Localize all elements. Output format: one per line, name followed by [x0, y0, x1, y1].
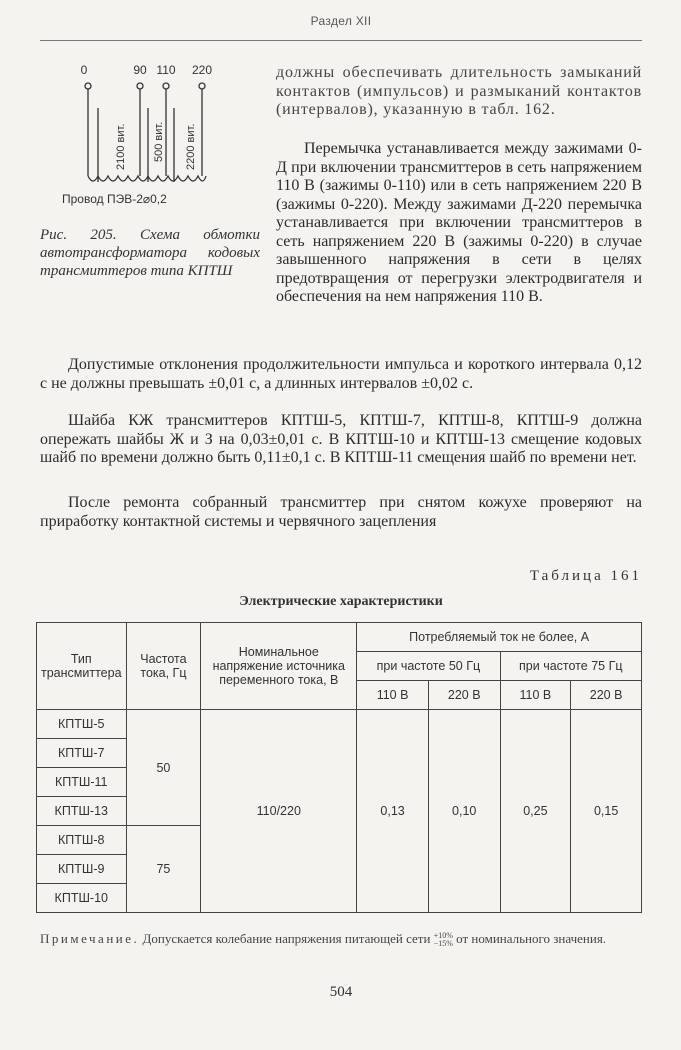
table-note — [40, 930, 642, 948]
current-cell: 0,10 — [428, 710, 500, 913]
turns-label-2200: 2200 вит. — [185, 123, 197, 170]
current-cell: 0,13 — [357, 710, 429, 913]
header-75hz-110v: 110 В — [500, 681, 571, 710]
paragraph-continued: должны обеспечивать длительность замыканий контактов (импульсов) и размыканий контактов (интервалов), указанную в табл. 162. — [276, 64, 642, 118]
paragraph-jumper-text: Перемычка устанавливается между зажимами 0-Д при включении трансмиттеров в сеть напряжением 110 В (зажимы 0-110) или в сеть напряжением 220 В (зажимы 0-220). Между зажимами Д-220 перемычка устанавливается при включении трансмиттеров в сеть напряжением 220 В (зажимы 0-220) в случае завышенного напряжения в сети в целях предотвращения от перегрузки электродвигателя и обеспечения на нем напряжения 110 В. — [276, 140, 642, 305]
header-current: Потребляемый ток не более, А — [357, 623, 642, 652]
tap-label-110: 110 — [156, 63, 176, 77]
table-title: Электрические характеристики — [239, 594, 443, 609]
figure-caption: Рис. 205. Схема обмотки автотрансформатора кодовых трансмиттеров типа КПТШ — [40, 227, 260, 279]
note-text: Допускается колебание напряжения питающей сети — [142, 931, 431, 946]
paragraph-after-repair: После ремонта собранный трансмиттер при снятом кожухе проверяют на приработку контактной системы и червячного зацепления — [40, 494, 642, 530]
header-rule — [40, 40, 642, 41]
header-75hz-220v: 220 В — [571, 681, 642, 710]
tap-label-90: 90 — [133, 63, 147, 77]
header-50hz-110v: 110 В — [357, 681, 429, 710]
paragraph-deviations: Допустимые отклонения продолжительности импульса и короткого интервала 0,12 с не должны превышать ±0,01 с, а длинных интервалов ±0,02 с. — [40, 356, 642, 392]
voltage-cell: 110/220 — [201, 710, 357, 913]
type-cell: КПТШ-10 — [37, 884, 127, 913]
type-cell: КПТШ-11 — [37, 768, 127, 797]
header-at-75hz: при частоте 75 Гц — [500, 652, 641, 681]
type-cell: КПТШ-9 — [37, 855, 127, 884]
table-row — [37, 710, 642, 739]
frequency-cell: 50 — [126, 710, 201, 826]
wire-spec-label: Провод ПЭВ-2⌀0,2 — [62, 192, 167, 206]
current-cell: 0,15 — [571, 710, 642, 913]
characteristics-table — [36, 622, 642, 913]
tap-label-220: 220 — [191, 63, 213, 77]
frequency-cell: 75 — [126, 826, 201, 913]
note-tail: от номинального значения. — [456, 931, 607, 946]
tolerance-minus: −15% — [433, 939, 453, 949]
type-cell: КПТШ-5 — [37, 710, 127, 739]
header-at-50hz: при частоте 50 Гц — [357, 652, 500, 681]
page-number: 504 — [329, 984, 353, 1000]
table-number: Таблица 161 — [529, 568, 642, 584]
paragraph-jumper — [276, 140, 642, 307]
header-type: Тип трансмиттера — [37, 623, 127, 710]
current-cell: 0,25 — [500, 710, 571, 913]
header-frequency: Частота тока, Гц — [126, 623, 201, 710]
header-voltage: Номинальное напряжение источника переменного тока, В — [201, 623, 357, 710]
type-cell: КПТШ-8 — [37, 826, 127, 855]
type-cell: КПТШ-7 — [37, 739, 127, 768]
tolerance — [434, 932, 453, 948]
tolerance-plus: +10% — [433, 931, 453, 941]
note-label: Примечание. — [40, 931, 140, 946]
turns-label-500: 500 вит. — [153, 121, 165, 162]
type-cell: КПТШ-13 — [37, 797, 127, 826]
tap-label-0: 0 — [80, 63, 88, 77]
paragraph-washer: Шайба КЖ трансмиттеров КПТШ-5, КПТШ-7, КПТШ-8, КПТШ-9 должна опережать шайбы Ж и З на 0,03±0,01 с. В КПТШ-10 и КПТШ-13 смещение кодовых шайб по времени должно быть 0,11±0,1 с. В КПТШ-11 смещения шайб по времени нет. — [40, 412, 642, 466]
section-header: Раздел XII — [310, 14, 372, 28]
header-50hz-220v: 220 В — [428, 681, 500, 710]
turns-label-2100: 2100 вит. — [115, 123, 127, 170]
